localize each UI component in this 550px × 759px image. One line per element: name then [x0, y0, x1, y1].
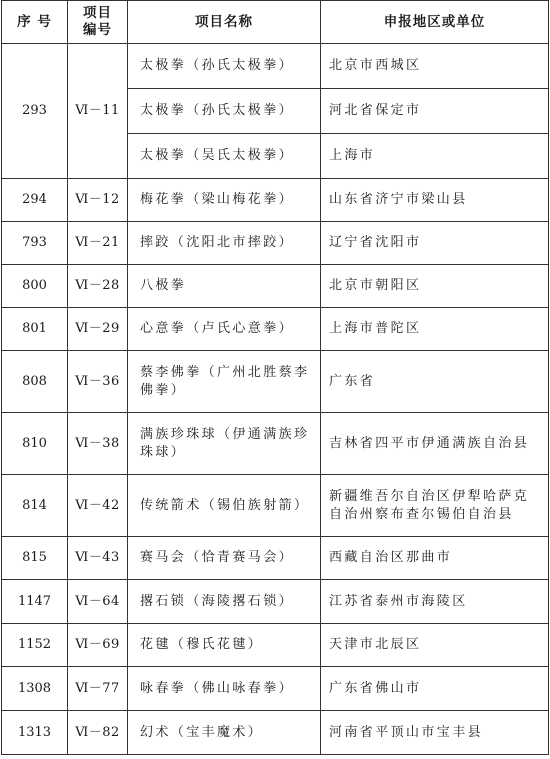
row-applicant-region: 江苏省泰州市海陵区	[321, 580, 549, 624]
row-serial-number: 1147	[2, 580, 68, 624]
row-applicant-region: 上海市普陀区	[321, 308, 549, 351]
row-project-name: 满族珍珠球（伊通满族珍珠球）	[128, 413, 321, 475]
header-project-code-line2: 编号	[83, 22, 112, 38]
row-project-code: Ⅵ－28	[68, 265, 128, 308]
row-serial-number: 808	[2, 351, 68, 413]
row-project-code: Ⅵ－82	[68, 711, 128, 755]
table-row	[2, 624, 549, 667]
row-project-code: Ⅵ－77	[68, 667, 128, 711]
row-serial-number: 793	[2, 222, 68, 265]
table-row	[2, 265, 549, 308]
row-project-name: 太极拳（孙氏太极拳）	[128, 89, 321, 134]
row-applicant-region: 广东省	[321, 351, 549, 413]
row-project-name: 传统箭术（锡伯族射箭）	[128, 475, 321, 537]
row-applicant-region: 上海市	[321, 134, 549, 179]
row-project-name: 赛马会（恰青赛马会）	[128, 537, 321, 580]
table-row	[2, 537, 549, 580]
row-project-name: 蔡李佛拳（广州北胜蔡李佛拳）	[128, 351, 321, 413]
row-project-code: Ⅵ－21	[68, 222, 128, 265]
row-project-name: 咏春拳（佛山咏春拳）	[128, 667, 321, 711]
table-row	[2, 475, 549, 537]
table-row	[2, 351, 549, 413]
header-applicant-region: 申报地区或单位	[321, 1, 549, 44]
row-applicant-region: 西藏自治区那曲市	[321, 537, 549, 580]
table-row	[2, 667, 549, 711]
row-applicant-region: 北京市朝阳区	[321, 265, 549, 308]
row-serial-number: 294	[2, 179, 68, 222]
row-project-code: Ⅵ－38	[68, 413, 128, 475]
table-row	[2, 580, 549, 624]
row-project-code: Ⅵ－69	[68, 624, 128, 667]
row-project-name: 太极拳（吴氏太极拳）	[128, 134, 321, 179]
table-row	[2, 44, 549, 89]
table-row	[2, 711, 549, 755]
row-applicant-region: 新疆维吾尔自治区伊犁哈萨克自治州察布查尔锡伯自治县	[321, 475, 549, 537]
row-serial-number: 293	[2, 44, 68, 179]
row-project-name: 心意拳（卢氏心意拳）	[128, 308, 321, 351]
header-serial-number: 序 号	[2, 1, 68, 44]
table-row	[2, 413, 549, 475]
table-header-row	[2, 1, 549, 44]
row-serial-number: 810	[2, 413, 68, 475]
row-project-name: 幻术（宝丰魔术）	[128, 711, 321, 755]
table-row	[2, 308, 549, 351]
row-project-name: 梅花拳（梁山梅花拳）	[128, 179, 321, 222]
row-project-name: 太极拳（孙氏太极拳）	[128, 44, 321, 89]
row-project-code: Ⅵ－43	[68, 537, 128, 580]
row-project-name: 摔跤（沈阳北市摔跤）	[128, 222, 321, 265]
row-applicant-region: 河南省平顶山市宝丰县	[321, 711, 549, 755]
row-project-name: 花毽（穆氏花毽）	[128, 624, 321, 667]
row-applicant-region: 天津市北辰区	[321, 624, 549, 667]
row-project-name: 八极拳	[128, 265, 321, 308]
row-serial-number: 1308	[2, 667, 68, 711]
row-applicant-region: 山东省济宁市梁山县	[321, 179, 549, 222]
row-applicant-region: 辽宁省沈阳市	[321, 222, 549, 265]
header-project-code-line1: 项目	[83, 5, 112, 21]
row-project-code: Ⅵ－64	[68, 580, 128, 624]
row-project-code: Ⅵ－42	[68, 475, 128, 537]
table-row	[2, 222, 549, 265]
row-applicant-region: 北京市西城区	[321, 44, 549, 89]
row-serial-number: 800	[2, 265, 68, 308]
heritage-project-table	[1, 0, 549, 755]
row-project-code: Ⅵ－12	[68, 179, 128, 222]
row-serial-number: 815	[2, 537, 68, 580]
row-applicant-region: 河北省保定市	[321, 89, 549, 134]
row-applicant-region: 吉林省四平市伊通满族自治县	[321, 413, 549, 475]
row-applicant-region: 广东省佛山市	[321, 667, 549, 711]
row-serial-number: 814	[2, 475, 68, 537]
row-project-code: Ⅵ－11	[68, 44, 128, 179]
table-row	[2, 179, 549, 222]
row-project-name: 撂石锁（海陵撂石锁）	[128, 580, 321, 624]
row-serial-number: 801	[2, 308, 68, 351]
row-project-code: Ⅵ－29	[68, 308, 128, 351]
row-serial-number: 1152	[2, 624, 68, 667]
header-project-name: 项目名称	[128, 1, 321, 44]
header-project-code	[68, 1, 128, 44]
row-project-code: Ⅵ－36	[68, 351, 128, 413]
row-serial-number: 1313	[2, 711, 68, 755]
